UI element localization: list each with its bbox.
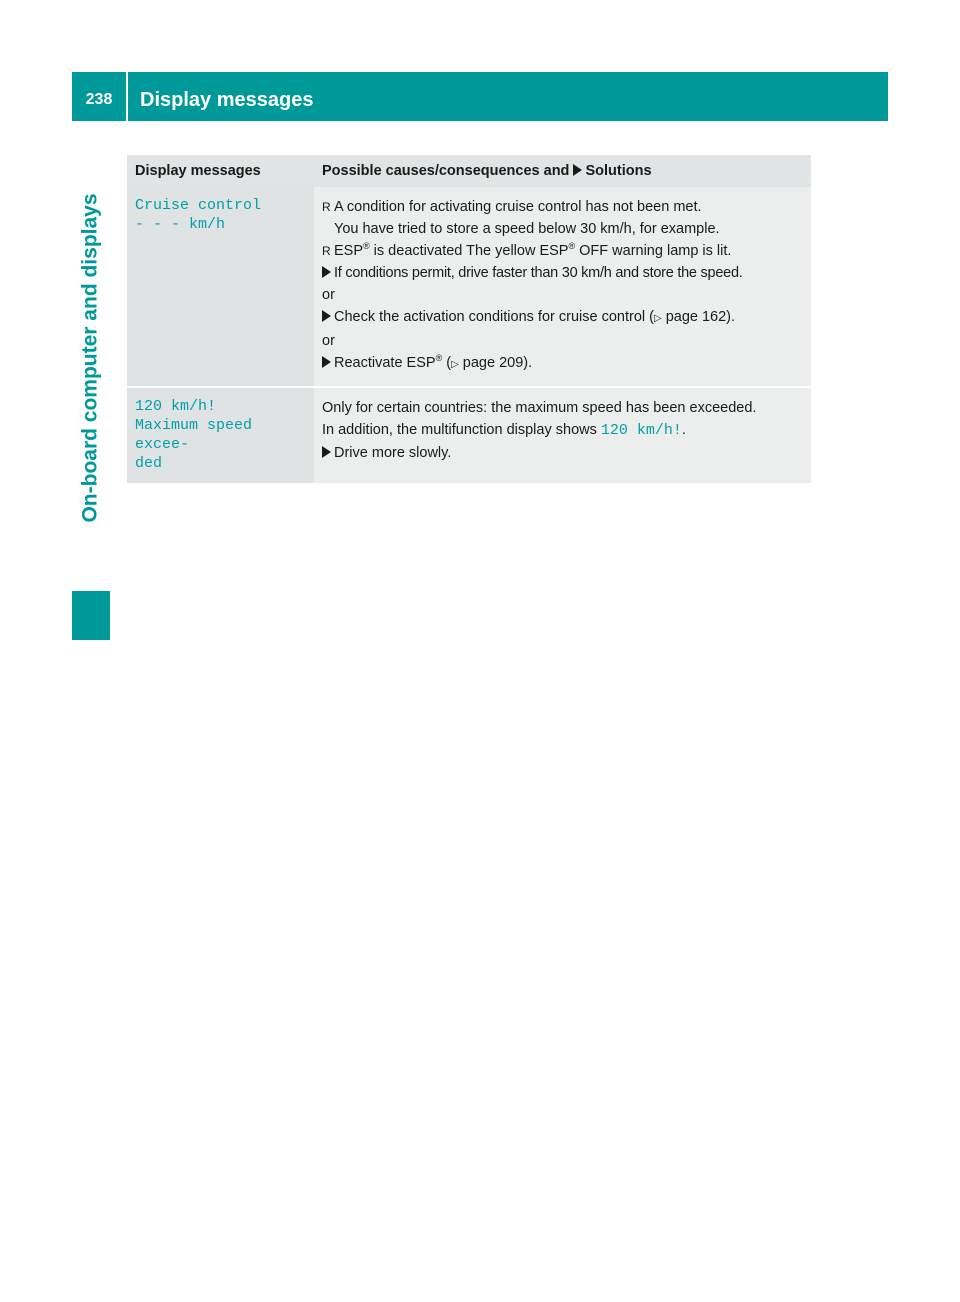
table-header-row (127, 155, 811, 187)
action-item (322, 442, 803, 464)
page-number: 238 (85, 91, 113, 108)
registered-icon: ® (363, 241, 370, 252)
col-header-display-messages: Display messages (127, 155, 314, 187)
solution-cell (314, 387, 811, 483)
side-tab-block (72, 591, 110, 640)
action-text: Reactivate ESP (334, 355, 436, 371)
display-message-line: Cruise control (135, 197, 262, 214)
action-item (322, 262, 803, 284)
registered-icon: ® (435, 353, 443, 364)
side-tab (72, 128, 110, 588)
cause-text: . (681, 422, 686, 438)
bullet-text: OFF warning lamp is lit. (575, 243, 732, 259)
bullet-icon: R (322, 244, 331, 258)
display-message-inline: 120 km/h! (600, 422, 682, 439)
bullet-text: You have tried to store a speed below 30 km/h, for example. (334, 221, 720, 237)
bullet-item (322, 240, 803, 262)
bullet-text: A condition for activating cruise control has not been met. (334, 199, 702, 215)
cause-text: Only for certain countries: the maximum speed has been exceeded. (322, 400, 757, 416)
or-text: or (322, 287, 335, 303)
display-message-line: 120 km/h! (135, 398, 217, 415)
action-text: If conditions permit, drive faster than 30 km/h and store the speed. (334, 265, 743, 281)
action-item (322, 352, 803, 376)
page-ref-icon: ▷ (451, 359, 459, 370)
display-messages-table (127, 155, 811, 483)
display-message-line: Maximum speed excee- (135, 417, 253, 453)
action-arrow-icon (322, 306, 334, 330)
page-ref-link[interactable]: page 162). (661, 309, 736, 325)
display-message-line: ded (135, 455, 163, 472)
bullet-text: is deactivated The yellow ESP (369, 243, 569, 259)
action-text: Drive more slowly. (334, 445, 452, 461)
message-cell (127, 387, 314, 483)
action-item (322, 306, 803, 330)
bullet-item (322, 196, 803, 240)
side-tab-label: On-board computer and displays (79, 193, 102, 523)
solution-cell (314, 187, 811, 387)
page-ref-icon: ▷ (653, 313, 662, 324)
action-text: ( (442, 355, 452, 371)
table-row (127, 187, 811, 387)
bullet-icon: R (322, 200, 331, 214)
action-arrow-icon (322, 262, 334, 284)
page-title: Display messages (140, 89, 314, 111)
action-arrow-icon (322, 352, 334, 376)
display-message-line: - - - km/h (135, 216, 226, 233)
table-row (127, 387, 811, 483)
bullet-text: ESP (334, 243, 364, 259)
action-arrow-icon (573, 163, 585, 179)
cause-text-line (322, 419, 803, 442)
cause-text: In addition, the multifunction display shows (322, 422, 601, 438)
col-header-causes-solutions (314, 155, 811, 187)
registered-icon: ® (568, 241, 576, 252)
action-arrow-icon (322, 442, 334, 464)
header-divider (126, 72, 128, 121)
or-text: or (322, 333, 335, 349)
page-header (72, 72, 888, 121)
page-ref-link[interactable]: page 209). (458, 355, 533, 371)
col-header-suffix: Solutions (585, 163, 652, 179)
action-text: Check the activation conditions for cruise control ( (334, 309, 654, 325)
col-header-prefix: Possible causes/consequences and (322, 163, 574, 179)
message-cell (127, 187, 314, 387)
